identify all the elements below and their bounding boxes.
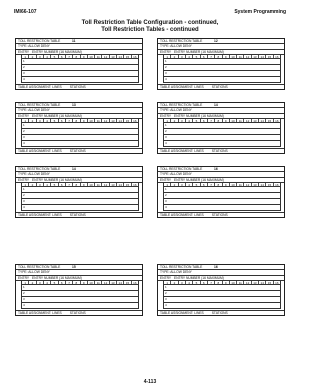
entry-number-label: ENTRY NUMBER (16 MAXIMUM) [32,49,82,54]
entry-column-number: 12 [244,55,251,58]
entry-label: ENTRY [18,113,30,118]
entry-column-number: 11 [237,281,244,284]
stations-label: STATIONS [211,149,228,153]
entry-column-number: 8 [215,119,222,122]
entry-row-number: 1 [23,186,25,191]
entry-column-number: 6 [201,281,208,284]
entry-column-number: 10 [230,119,237,122]
entry-column-number: 14 [117,183,124,186]
table-label: TOLL RESTRICTION TABLE [18,103,61,107]
toll-restriction-table-card [15,166,143,218]
entry-column-number: 13 [110,119,117,122]
entry-column-number: 2 [171,281,178,284]
entry-column-number: 7 [208,119,215,122]
entry-column-number: 6 [59,55,66,58]
entry-number-label: ENTRY NUMBER (16 MAXIMUM) [174,49,224,54]
entry-row-number: 1 [23,58,25,63]
stations-label: STATIONS [69,85,86,89]
entry-column-number: 9 [81,119,88,122]
entry-column-number: 14 [259,55,266,58]
entry-column-number: 2 [29,55,36,58]
entry-column-number: 6 [201,55,208,58]
entry-column-number: 9 [81,281,88,284]
entry-column-number: 1 [22,281,29,284]
entry-row-number: 3 [165,134,167,139]
toll-restriction-table-card [15,102,143,154]
entry-row-number: 4 [23,76,25,81]
entry-row-slot [21,303,139,309]
entry-row-slot [163,77,281,83]
entry-row-slot [21,141,139,147]
entry-column-number: 12 [244,119,251,122]
entry-column-number: 14 [259,119,266,122]
entry-column-number: 11 [95,183,102,186]
assignment-label: TABLE ASSIGNMENT: LINES [18,85,62,89]
entry-column-number: 11 [95,119,102,122]
entry-label: ENTRY [18,49,30,54]
entry-column-number: 8 [215,183,222,186]
entry-column-number: 4 [44,55,51,58]
entry-column-number: 2 [171,119,178,122]
assignment-label: TABLE ASSIGNMENT: LINES [18,311,62,315]
entry-row-number: 1 [165,122,167,127]
entry-column-number: 3 [37,119,44,122]
type-label: TYPE: ALLOW DENY [18,44,50,49]
entry-column-number: 10 [230,183,237,186]
entry-row-number: 1 [165,58,167,63]
entry-column-number: 2 [29,183,36,186]
assignment-label: TABLE ASSIGNMENT: LINES [18,149,62,153]
entry-column-number: 3 [179,119,186,122]
entry-column-number: 4 [44,119,51,122]
entry-row-number: 1 [165,186,167,191]
entry-column-number: 15 [266,281,273,284]
entry-column-number: 13 [110,55,117,58]
entry-column-number: 9 [81,183,88,186]
entry-column-number: 14 [117,55,124,58]
entry-column-number: 3 [37,183,44,186]
table-label: TOLL RESTRICTION TABLE [160,265,203,269]
entry-row-number: 4 [165,140,167,145]
entry-column-number: 1 [164,119,171,122]
entry-column-number: 16 [275,281,279,285]
entry-column-number: 15 [266,183,273,186]
table-number: 14 [72,167,76,171]
entry-row-number: 2 [165,192,167,197]
page-title-line1: Toll Restriction Table Configuration - continued, [81,20,219,26]
page-number: 4-113 [143,379,157,385]
entry-grid [21,182,139,211]
entry-column-number: 12 [102,281,109,284]
entry-row-number: 4 [165,204,167,209]
entry-column-number: 16 [133,281,137,285]
entry-grid [21,54,139,83]
entry-column-number: 16 [275,55,279,59]
entry-column-number: 10 [230,55,237,58]
entry-row-number: 2 [23,290,25,295]
entry-column-number: 14 [117,119,124,122]
entry-grid [163,118,281,147]
entry-column-number: 13 [252,183,259,186]
toll-restriction-table-card [15,38,143,90]
entry-row-number: 3 [23,198,25,203]
entry-column-number: 5 [51,281,58,284]
table-number: 16 [214,265,218,269]
entry-column-number: 1 [164,55,171,58]
entry-column-number: 6 [59,119,66,122]
table-assignment-row [16,148,142,153]
entry-column-number: 3 [37,55,44,58]
entry-column-number: 13 [252,281,259,284]
entry-column-number: 4 [186,119,193,122]
entry-label: ENTRY [18,275,30,280]
entry-column-number: 5 [51,183,58,186]
entry-column-number: 4 [44,183,51,186]
table-assignment-row [16,84,142,89]
entry-column-number: 3 [179,183,186,186]
entry-column-number: 1 [164,183,171,186]
entry-row-number: 4 [23,204,25,209]
entry-label: ENTRY [160,177,172,182]
stations-label: STATIONS [69,149,86,153]
entry-column-number: 15 [266,55,273,58]
entry-column-number: 13 [252,119,259,122]
entry-column-number: 11 [237,119,244,122]
entry-column-number: 12 [244,281,251,284]
entry-row-number: 3 [23,296,25,301]
entry-column-number: 5 [51,119,58,122]
entry-column-number: 2 [29,119,36,122]
type-label: TYPE: ALLOW DENY [18,172,50,177]
entry-column-number: 9 [223,119,230,122]
entry-row-slot [163,303,281,309]
entry-row-number: 3 [165,70,167,75]
entry-column-number: 8 [215,281,222,284]
table-assignment-row [16,212,142,217]
table-label: TOLL RESTRICTION TABLE [160,167,203,171]
table-label: TOLL RESTRICTION TABLE [160,103,203,107]
assignment-label: TABLE ASSIGNMENT: LINES [160,85,204,89]
assignment-label: TABLE ASSIGNMENT: LINES [160,311,204,315]
entry-column-number: 12 [102,119,109,122]
table-label: TOLL RESTRICTION TABLE [160,39,203,43]
section-title: System Programming [234,9,286,15]
toll-restriction-table-card [157,38,285,90]
entry-column-number: 10 [88,183,95,186]
entry-column-number: 5 [193,281,200,284]
assignment-label: TABLE ASSIGNMENT: LINES [18,213,62,217]
entry-row-slot [163,205,281,211]
toll-restriction-table-card [157,264,285,316]
entry-column-number: 1 [22,119,29,122]
entry-row-number: 2 [165,64,167,69]
entry-column-number: 6 [201,183,208,186]
table-number: 16 [214,167,218,171]
table-label: TOLL RESTRICTION TABLE [18,167,61,171]
table-assignment-row [158,84,284,89]
table-number: 13 [72,103,76,107]
entry-row-number: 4 [165,302,167,307]
entry-label: ENTRY [160,275,172,280]
entry-row-slot [21,205,139,211]
entry-grid [163,54,281,83]
table-assignment-row [16,310,142,315]
entry-column-number: 16 [275,119,279,123]
entry-grid [163,280,281,309]
entry-column-number: 3 [179,55,186,58]
entry-number-label: ENTRY NUMBER (16 MAXIMUM) [174,275,224,280]
entry-column-number: 5 [51,55,58,58]
entry-row-number: 1 [165,284,167,289]
entry-column-number: 10 [88,281,95,284]
entry-column-number: 4 [44,281,51,284]
entry-number-label: ENTRY NUMBER (16 MAXIMUM) [32,275,82,280]
entry-column-number: 12 [102,183,109,186]
entry-column-number: 16 [133,119,137,123]
entry-column-number: 9 [223,281,230,284]
entry-column-number: 16 [133,183,137,187]
entry-column-number: 13 [252,55,259,58]
entry-row-slot [163,141,281,147]
entry-column-number: 1 [22,55,29,58]
entry-row-slot [21,77,139,83]
entry-column-number: 9 [223,55,230,58]
entry-column-number: 11 [95,281,102,284]
entry-column-number: 6 [59,183,66,186]
entry-column-number: 2 [171,183,178,186]
entry-column-number: 12 [102,55,109,58]
entry-column-number: 16 [275,183,279,187]
entry-column-number: 1 [22,183,29,186]
entry-column-number: 3 [37,281,44,284]
stations-label: STATIONS [69,311,86,315]
entry-column-number: 7 [66,55,73,58]
table-number: 15 [72,265,76,269]
assignment-label: TABLE ASSIGNMENT: LINES [160,149,204,153]
entry-row-number: 2 [23,192,25,197]
entry-column-number: 1 [164,281,171,284]
entry-label: ENTRY [160,49,172,54]
entry-column-number: 7 [66,183,73,186]
entry-column-number: 5 [193,119,200,122]
table-label: TOLL RESTRICTION TABLE [18,265,61,269]
toll-restriction-table-card [157,166,285,218]
entry-column-number: 8 [73,281,80,284]
entry-column-number: 8 [73,119,80,122]
stations-label: STATIONS [211,85,228,89]
table-assignment-row [158,310,284,315]
entry-column-number: 13 [110,281,117,284]
entry-row-number: 4 [165,76,167,81]
entry-column-number: 8 [215,55,222,58]
entry-column-number: 7 [208,281,215,284]
entry-row-number: 3 [165,296,167,301]
entry-column-number: 4 [186,183,193,186]
entry-column-number: 14 [117,281,124,284]
entry-column-number: 4 [186,281,193,284]
entry-column-number: 15 [124,119,131,122]
entry-number-label: ENTRY NUMBER (16 MAXIMUM) [32,177,82,182]
toll-restriction-table-card [157,102,285,154]
entry-column-number: 15 [124,281,131,284]
type-label: TYPE: ALLOW DENY [18,270,50,275]
page-title-line2: Toll Restriction Tables - continued [101,27,199,33]
entry-column-number: 10 [230,281,237,284]
stations-label: STATIONS [211,213,228,217]
entry-column-number: 6 [201,119,208,122]
entry-column-number: 4 [186,55,193,58]
type-label: TYPE: ALLOW DENY [160,172,192,177]
type-label: TYPE: ALLOW DENY [18,108,50,113]
entry-column-number: 14 [259,183,266,186]
entry-column-number: 11 [95,55,102,58]
entry-column-number: 7 [66,281,73,284]
entry-column-number: 8 [73,55,80,58]
table-assignment-row [158,212,284,217]
entry-column-number: 13 [110,183,117,186]
entry-column-number: 15 [124,183,131,186]
entry-row-number: 4 [23,140,25,145]
entry-column-number: 10 [88,55,95,58]
entry-label: ENTRY [18,177,30,182]
entry-row-number: 4 [23,302,25,307]
entry-number-label: ENTRY NUMBER (16 MAXIMUM) [174,113,224,118]
entry-row-number: 3 [165,198,167,203]
entry-column-number: 10 [88,119,95,122]
entry-column-number: 2 [171,55,178,58]
entry-row-number: 2 [165,128,167,133]
entry-column-number: 5 [193,55,200,58]
table-number: 11 [72,39,76,43]
type-label: TYPE: ALLOW DENY [160,108,192,113]
entry-column-number: 6 [59,281,66,284]
entry-column-number: 15 [124,55,131,58]
entry-label: ENTRY [160,113,172,118]
entry-column-number: 2 [29,281,36,284]
entry-number-label: ENTRY NUMBER (16 MAXIMUM) [174,177,224,182]
entry-grid [21,280,139,309]
entry-row-number: 2 [23,128,25,133]
entry-grid [21,118,139,147]
toll-restriction-table-card [15,264,143,316]
type-label: TYPE: ALLOW DENY [160,44,192,49]
entry-column-number: 7 [66,119,73,122]
entry-row-number: 3 [23,134,25,139]
table-label: TOLL RESTRICTION TABLE [18,39,61,43]
type-label: TYPE: ALLOW DENY [160,270,192,275]
stations-label: STATIONS [69,213,86,217]
entry-column-number: 9 [81,55,88,58]
entry-row-number: 2 [23,64,25,69]
entry-column-number: 11 [237,55,244,58]
assignment-label: TABLE ASSIGNMENT: LINES [160,213,204,217]
entry-number-label: ENTRY NUMBER (16 MAXIMUM) [32,113,82,118]
entry-column-number: 16 [133,55,137,59]
entry-column-number: 8 [73,183,80,186]
table-assignment-row [158,148,284,153]
entry-row-number: 2 [165,290,167,295]
entry-column-number: 12 [244,183,251,186]
entry-row-number: 3 [23,70,25,75]
entry-column-number: 5 [193,183,200,186]
table-number: 12 [214,39,218,43]
entry-column-number: 3 [179,281,186,284]
entry-row-number: 1 [23,122,25,127]
entry-row-number: 1 [23,284,25,289]
entry-column-number: 11 [237,183,244,186]
entry-column-number: 7 [208,55,215,58]
entry-column-number: 9 [223,183,230,186]
entry-column-number: 7 [208,183,215,186]
stations-label: STATIONS [211,311,228,315]
entry-column-number: 14 [259,281,266,284]
table-number: 14 [214,103,218,107]
entry-column-number: 15 [266,119,273,122]
doc-id: IMI66-107 [14,9,37,15]
entry-grid [163,182,281,211]
